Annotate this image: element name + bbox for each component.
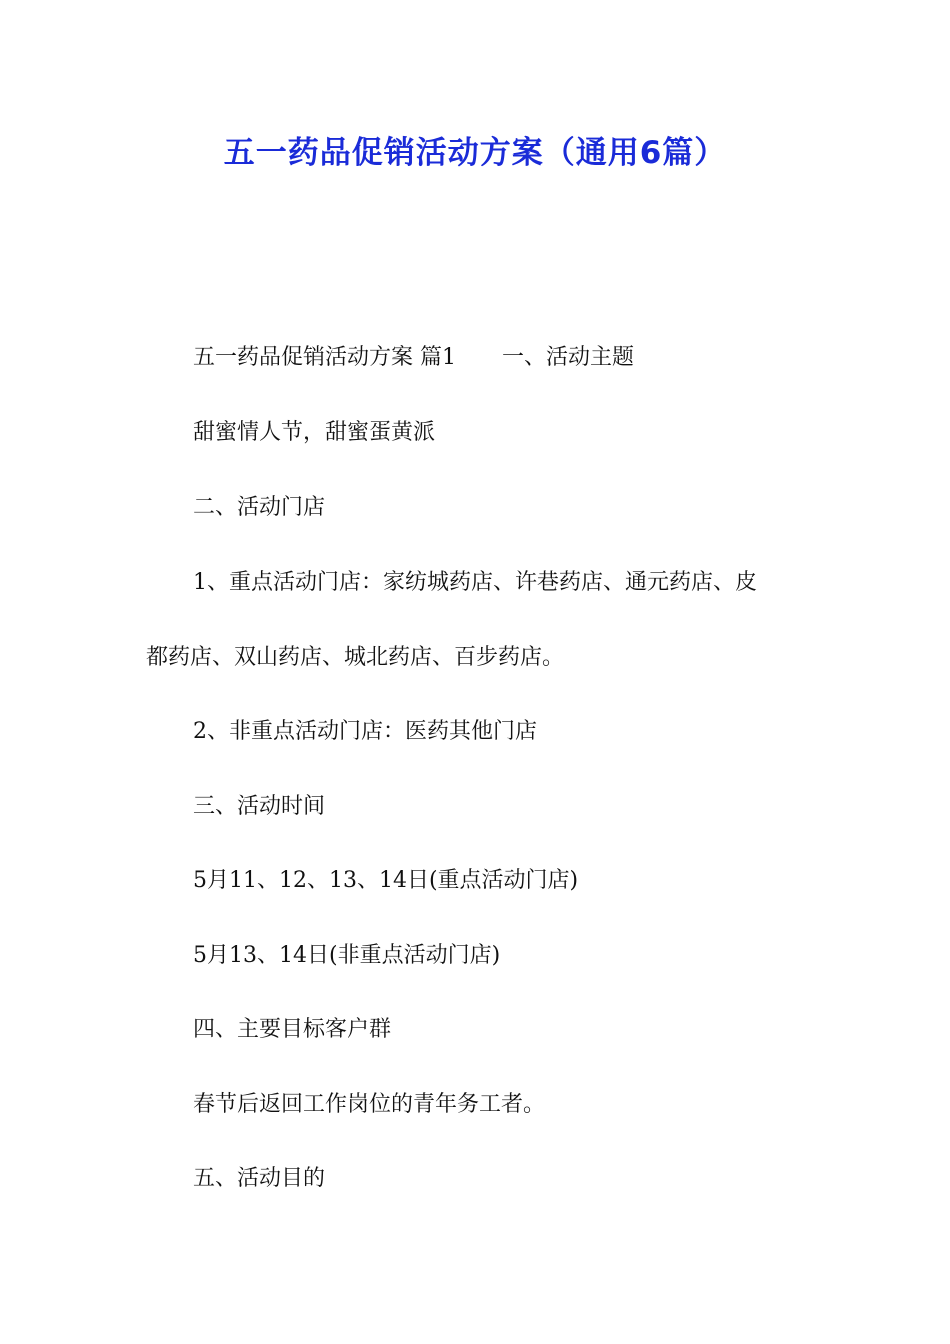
paragraph-time-key-stores: 5月11、12、13、14日(重点活动门店): [193, 868, 579, 893]
page-title: 五一药品促销活动方案（通用6篇）: [223, 135, 727, 171]
heading-target-customers: 四、主要目标客户群: [193, 1017, 392, 1042]
paragraph-other-stores: 2、非重点活动门店：医药其他门店: [193, 719, 537, 744]
paragraph-time-other-stores: 5月13、14日(非重点活动门店): [193, 943, 501, 968]
heading-activity-time: 三、活动时间: [193, 794, 326, 819]
heading-activity-theme: 一、活动主题: [502, 345, 635, 370]
paragraph-key-stores: 1、重点活动门店：家纺城药店、许巷药店、通元药店、皮: [193, 570, 757, 595]
heading-activity-stores: 二、活动门店: [193, 495, 326, 520]
heading-activity-purpose: 五、活动目的: [193, 1166, 326, 1191]
paragraph-target-customers: 春节后返回工作岗位的青年务工者。: [193, 1092, 546, 1117]
paragraph-key-stores-continued: 都药店、双山药店、城北药店、百步药店。: [146, 645, 565, 670]
paragraph-theme-text: 甜蜜情人节，甜蜜蛋黄派: [193, 420, 436, 445]
section-heading: 五一药品促销活动方案 篇1: [193, 345, 456, 370]
section-heading-line: [193, 341, 634, 375]
